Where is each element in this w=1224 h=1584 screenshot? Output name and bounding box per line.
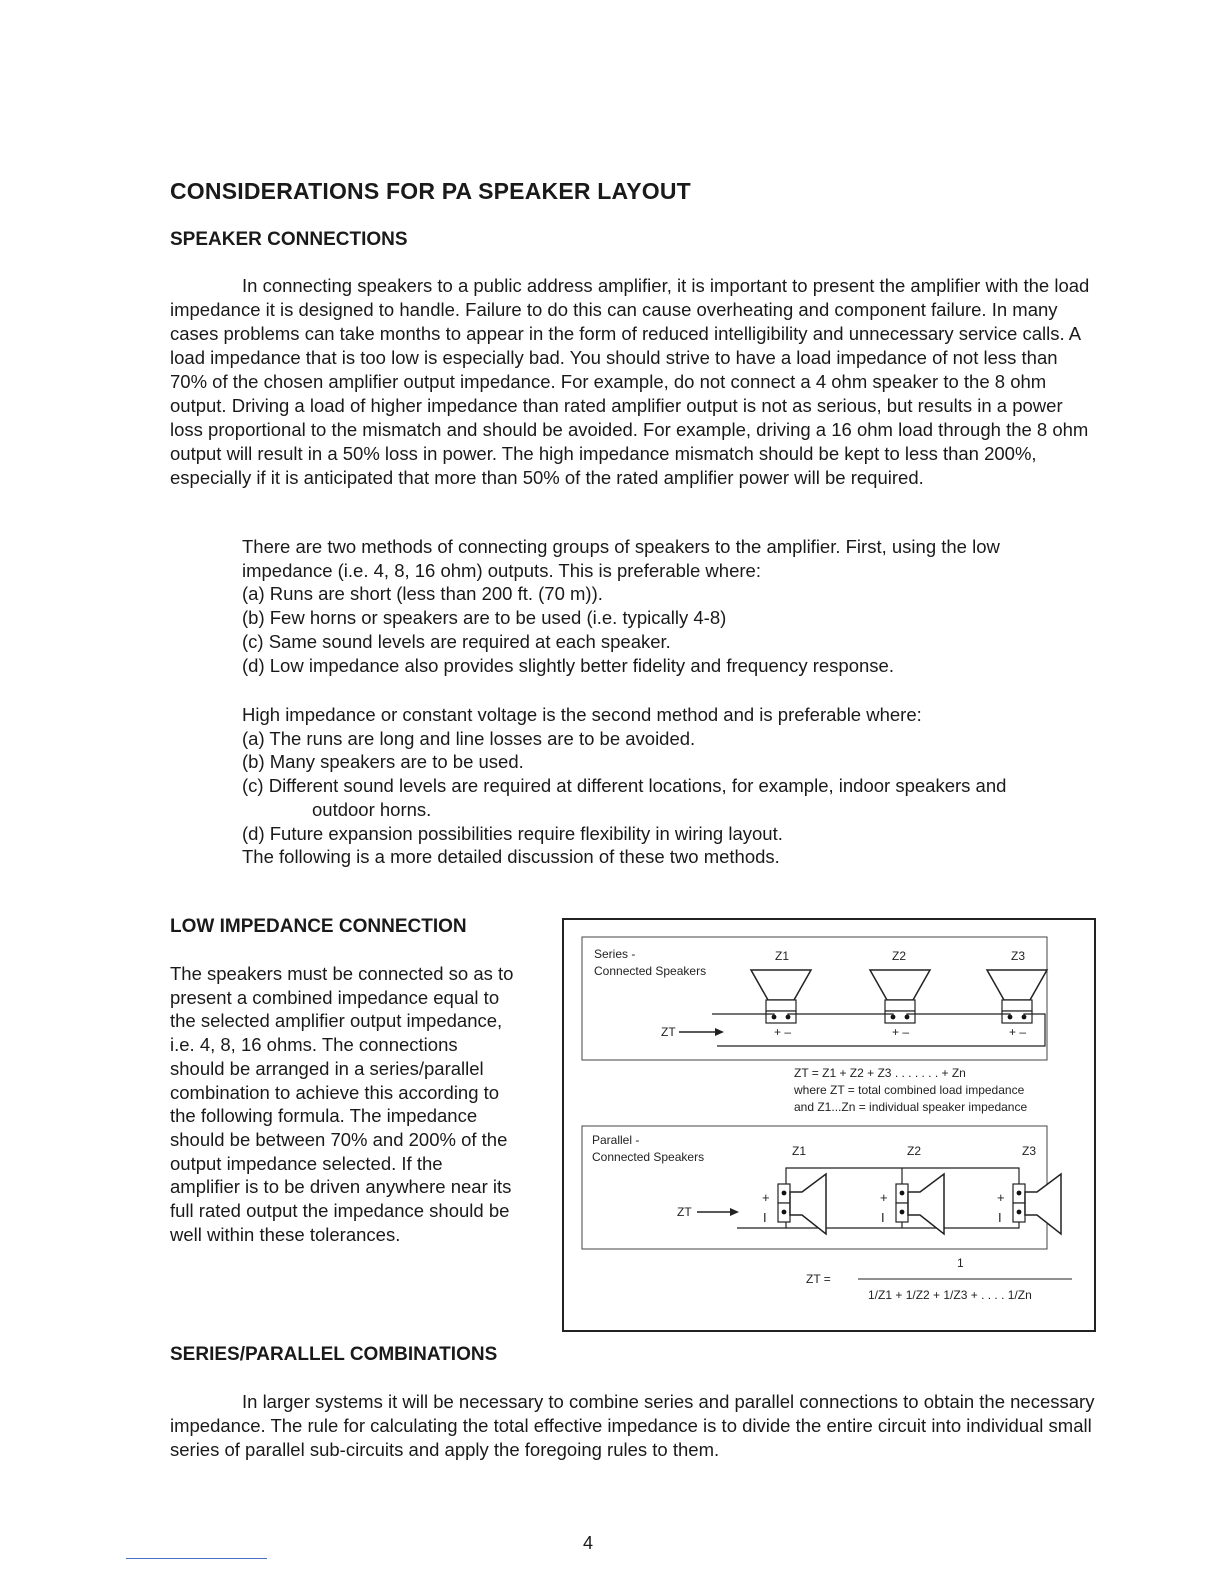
parallel-minus-label: I	[998, 1210, 1002, 1225]
text-line: The speakers must be connected so as to	[170, 963, 514, 984]
text-line: should be between 70% and 200% of the	[170, 1128, 508, 1150]
text-line: should be arranged in a series/parallel	[170, 1057, 484, 1079]
methods-intro-line: There are two methods of connecting groups of speakers to the amplifier. First, using the low	[242, 536, 1000, 557]
text-line: amplifier is to be driven anywhere near its	[170, 1176, 512, 1198]
methods-intro-line: impedance (i.e. 4, 8, 16 ohm) outputs. This is preferable where:	[242, 559, 761, 581]
series-z3-label: Z3	[1011, 949, 1026, 963]
low-impedance-method-list	[242, 535, 1102, 677]
parallel-z3-label: Z3	[1022, 1144, 1037, 1158]
series-zt-label: ZT	[661, 1025, 676, 1039]
series-polarity-label: + –	[892, 1025, 910, 1039]
parallel-speaker-1-icon	[778, 1174, 826, 1234]
page-title: CONSIDERATIONS FOR PA SPEAKER LAYOUT	[170, 178, 691, 204]
speaker-connections-text: In connecting speakers to a public address amplifier, it is important to present the amplifier with the load impedance it is designed to handle. Failure to do this can cause overheating and component failure. In many cases problems can take months to appear in the form of reduced intelligibility and unnecessary service calls. A load impedance that is too low is especially bad. You should strive to have a load impedance of not less than 70% of the chosen amplifier output impedance. For example, do not connect a 4 ohm speaker to the 8 ohm output. Driving a load of higher impedance than rated amplifier output is not as serious, but results in a power loss proportional to the mismatch and should be avoided. For example, driving a 16 ohm load through the 8 ohm output will result in a 50% loss in power. The high impedance mismatch should be kept to less than 200%, especially if it is anticipated that more than 50% of the rated amplifier power will be required.	[170, 275, 1090, 488]
parallel-speaker-2-icon	[896, 1174, 944, 1234]
parallel-label: Connected Speakers	[592, 1150, 705, 1164]
text-line: the following formula. The impedance	[170, 1105, 478, 1127]
series-label: Series -	[594, 947, 636, 961]
series-parallel-text: In larger systems it will be necessary to combine series and parallel connections to obtain the necessary impedance. The rule for calculating the total effective impedance is to divide the entire circuit into individual small series of parallel sub-circuits and apply the foregoing rules to them.	[170, 1391, 1095, 1460]
parallel-plus-label: +	[762, 1190, 770, 1205]
text-line: output impedance selected. If the	[170, 1152, 443, 1174]
series-speaker-2-icon	[870, 970, 930, 1023]
parallel-label: Parallel -	[592, 1133, 640, 1147]
text-line: well within these tolerances.	[170, 1223, 401, 1245]
list-item: (c) Different sound levels are required at different locations, for example, indoor speakers and	[242, 775, 1007, 797]
list-item: (a) The runs are long and line losses are to be avoided.	[242, 727, 696, 749]
series-parallel-paragraph	[170, 1390, 1095, 1462]
series-z2-label: Z2	[892, 949, 907, 963]
parallel-plus-label: +	[880, 1190, 888, 1205]
series-formula: ZT = Z1 + Z2 + Z3 . . . . . . . + Zn	[794, 1066, 966, 1080]
list-item: (d) Future expansion possibilities require flexibility in wiring layout.	[242, 822, 783, 844]
speaker-connection-figure	[562, 918, 1096, 1332]
series-box	[582, 937, 1047, 1060]
series-zt-arrow-icon	[679, 1028, 724, 1036]
series-z1-label: Z1	[775, 949, 790, 963]
series-wiring	[712, 1014, 1045, 1046]
parallel-zt-arrow-icon	[697, 1208, 739, 1216]
text-line: present a combined impedance equal to	[170, 986, 500, 1008]
parallel-speaker-3-icon	[1013, 1174, 1061, 1234]
series-speaker-1-icon	[751, 970, 811, 1023]
text-line: combination to achieve this according to	[170, 1081, 500, 1103]
parallel-formula-denominator: 1/Z1 + 1/Z2 + 1/Z3 + . . . . 1/Zn	[868, 1288, 1032, 1302]
parallel-minus-label: I	[763, 1210, 767, 1225]
list-item-continuation: outdoor horns.	[312, 798, 432, 820]
methods-closing: The following is a more detailed discussion of these two methods.	[242, 846, 780, 868]
parallel-z2-label: Z2	[907, 1144, 922, 1158]
high-impedance-intro: High impedance or constant voltage is the second method and is preferable where:	[242, 704, 922, 725]
list-item: (c) Same sound levels are required at each speaker.	[242, 630, 671, 652]
list-item: (b) Few horns or speakers are to be used (i.e. typically 4-8)	[242, 607, 727, 629]
parallel-plus-label: +	[997, 1190, 1005, 1205]
parallel-minus-label: I	[881, 1210, 885, 1225]
parallel-formula-numerator: 1	[957, 1256, 964, 1270]
text-line: the selected amplifier output impedance,	[170, 1010, 503, 1032]
speaker-connections-paragraph	[170, 274, 1095, 490]
list-item: (a) Runs are short (less than 200 ft. (70 m)).	[242, 583, 603, 605]
parallel-z1-label: Z1	[792, 1144, 807, 1158]
list-item: (b) Many speakers are to be used.	[242, 751, 524, 773]
series-polarity-label: + –	[774, 1025, 792, 1039]
series-polarity-label: + –	[1009, 1025, 1027, 1039]
section-heading-series-parallel: SERIES/PARALLEL COMBINATIONS	[170, 1344, 498, 1365]
section-heading-low-impedance: LOW IMPEDANCE CONNECTION	[170, 916, 467, 937]
page-number: 4	[583, 1533, 594, 1553]
high-impedance-method-list	[242, 703, 1102, 869]
series-formula-where: where ZT = total combined load impedance	[794, 1083, 1025, 1097]
series-speaker-3-icon	[987, 970, 1047, 1023]
parallel-formula-lhs: ZT =	[806, 1272, 831, 1286]
series-label: Connected Speakers	[594, 964, 707, 978]
text-line: i.e. 4, 8, 16 ohms. The connections	[170, 1034, 458, 1056]
text-line: full rated output the impedance should be	[170, 1200, 510, 1222]
low-impedance-text	[170, 962, 550, 1246]
list-item: (d) Low impedance also provides slightly better fidelity and frequency response.	[242, 654, 894, 676]
parallel-zt-label: ZT	[677, 1205, 692, 1219]
series-formula-where: and Z1...Zn = individual speaker impedance	[794, 1100, 1028, 1114]
footer-rule	[126, 1558, 267, 1559]
section-heading-speaker-connections: SPEAKER CONNECTIONS	[170, 229, 408, 250]
